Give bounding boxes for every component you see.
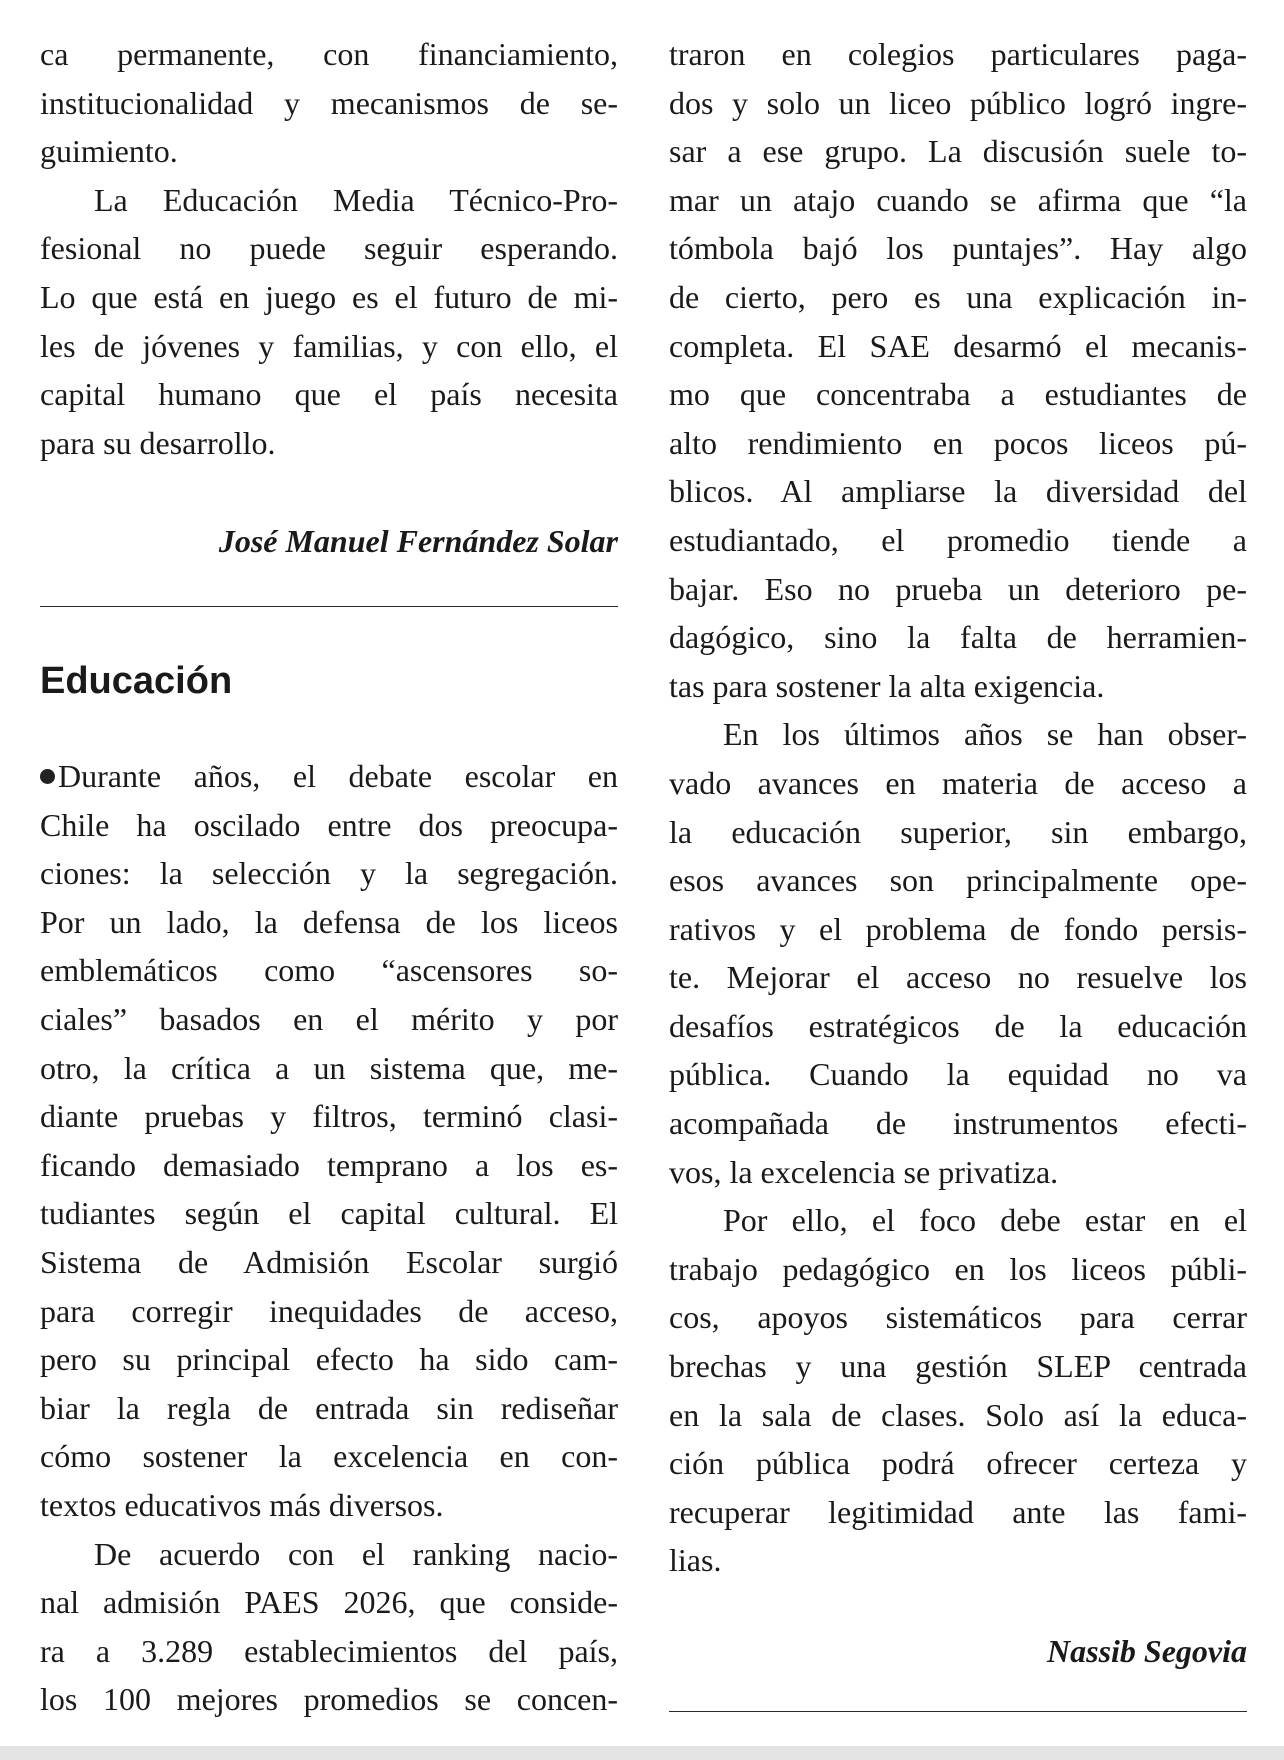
text-line: institucionalidad y mecanismos de se- bbox=[40, 84, 618, 121]
text-line: esos avances son principalmente ope- bbox=[669, 862, 1247, 899]
bullet-icon bbox=[40, 769, 55, 784]
text-line: otro, la crítica a un sistema que, me- bbox=[40, 1049, 618, 1086]
text-line: ca permanente, con financiamiento, bbox=[40, 36, 618, 72]
text-line: lias. bbox=[669, 1542, 722, 1579]
article-1-author: José Manuel Fernández Solar bbox=[218, 523, 618, 559]
article-divider bbox=[40, 606, 618, 607]
text-line: En los últimos años se han obser- bbox=[723, 716, 1247, 753]
text-line: diante pruebas y filtros, terminó clasi- bbox=[40, 1098, 618, 1135]
text-line: para su desarrollo. bbox=[40, 424, 276, 461]
text-line: ción pública podrá ofrecer certeza y bbox=[669, 1445, 1247, 1482]
text-line: rativos y el problema de fondo persis- bbox=[669, 910, 1247, 947]
text-line: Por un lado, la defensa de los liceos bbox=[40, 903, 618, 940]
text-line: en la sala de clases. Solo así la educa- bbox=[669, 1396, 1247, 1433]
text-line: Durante años, el debate escolar en bbox=[40, 752, 618, 801]
text-line: tas para sostener la alta exigencia. bbox=[669, 667, 1105, 704]
text-line: bajar. Eso no prueba un deterioro pe- bbox=[669, 570, 1247, 607]
text-line: alto rendimiento en pocos liceos pú- bbox=[669, 424, 1247, 461]
text-line: estudiantado, el promedio tiende a bbox=[669, 521, 1247, 558]
text-line: textos educativos más diversos. bbox=[40, 1486, 444, 1523]
text-line: pero su principal efecto ha sido cam- bbox=[40, 1341, 618, 1378]
page-bottom-edge bbox=[0, 1746, 1284, 1760]
text-line: te. Mejorar el acceso no resuelve los bbox=[669, 959, 1247, 996]
text-line: nal admisión PAES 2026, que conside- bbox=[40, 1584, 618, 1621]
text-line: recuperar legitimidad ante las fami- bbox=[669, 1493, 1247, 1530]
text-line: cos, apoyos sistemáticos para cerrar bbox=[669, 1299, 1247, 1336]
text-line: los 100 mejores promedios se concen- bbox=[40, 1681, 618, 1718]
text-line: completa. El SAE desarmó el mecanis- bbox=[669, 327, 1247, 364]
text-line: cómo sostener la excelencia en con- bbox=[40, 1438, 618, 1475]
text-line: Sistema de Admisión Escolar surgió bbox=[40, 1243, 618, 1280]
text-line: brechas y una gestión SLEP centrada bbox=[669, 1348, 1247, 1385]
text-line: dos y solo un liceo público logró ingre- bbox=[669, 84, 1247, 121]
text-line: tudiantes según el capital cultural. El bbox=[40, 1195, 618, 1232]
article-2-author: Nassib Segovia bbox=[1047, 1633, 1247, 1669]
text-line: tómbola bajó los puntajes”. Hay algo bbox=[669, 230, 1247, 267]
text-line: De acuerdo con el ranking nacio- bbox=[94, 1535, 618, 1572]
text-line: acompañada de instrumentos efecti- bbox=[669, 1105, 1247, 1142]
text-line: mar un atajo cuando se afirma que “la bbox=[669, 181, 1247, 218]
text-line: vado avances en materia de acceso a bbox=[669, 764, 1247, 801]
text-line: Chile ha oscilado entre dos preocupa- bbox=[40, 806, 618, 843]
text-line: ciones: la selección y la segregación. bbox=[40, 855, 618, 892]
article-1-body bbox=[40, 30, 618, 467]
text-line: Por ello, el foco debe estar en el bbox=[723, 1202, 1247, 1239]
text-line: mo que concentraba a estudiantes de bbox=[669, 376, 1247, 413]
text-line: para corregir inequidades de acceso, bbox=[40, 1292, 618, 1329]
text-line: desafíos estratégicos de la educación bbox=[669, 1007, 1247, 1044]
text-line: pública. Cuando la equidad no va bbox=[669, 1056, 1247, 1093]
article-end-rule bbox=[669, 1711, 1247, 1712]
text-line: La Educación Media Técnico-Pro- bbox=[94, 181, 618, 218]
text-line: ciales” basados en el mérito y por bbox=[40, 1000, 618, 1037]
text-line: la educación superior, sin embargo, bbox=[669, 813, 1247, 850]
text-line: Lo que está en juego es el futuro de mi- bbox=[40, 278, 618, 315]
text-line: les de jóvenes y familias, y con ello, el bbox=[40, 327, 618, 364]
text-line: fesional no puede seguir esperando. bbox=[40, 230, 618, 267]
article-2-body-left bbox=[40, 752, 618, 1724]
text-line: capital humano que el país necesita bbox=[40, 376, 618, 413]
text-line: blicos. Al ampliarse la diversidad del bbox=[669, 473, 1247, 510]
section-heading: Educación bbox=[40, 660, 233, 702]
text-line: de cierto, pero es una explicación in- bbox=[669, 278, 1247, 315]
text-line: sar a ese grupo. La discusión suele to- bbox=[669, 133, 1247, 170]
text-line: vos, la excelencia se privatiza. bbox=[669, 1153, 1059, 1190]
text-line: emblemáticos como “ascensores so- bbox=[40, 952, 618, 989]
text-line: ra a 3.289 establecimientos del país, bbox=[40, 1632, 618, 1669]
text-line: ficando demasiado temprano a los es- bbox=[40, 1146, 618, 1183]
text-line: traron en colegios particulares paga- bbox=[669, 36, 1247, 72]
text-line: biar la regla de entrada sin rediseñar bbox=[40, 1389, 618, 1426]
text-line: trabajo pedagógico en los liceos públi- bbox=[669, 1250, 1247, 1287]
text-line: guimiento. bbox=[40, 133, 178, 170]
text-line: dagógico, sino la falta de herramien- bbox=[669, 619, 1247, 656]
article-2-body-right bbox=[669, 30, 1247, 1585]
